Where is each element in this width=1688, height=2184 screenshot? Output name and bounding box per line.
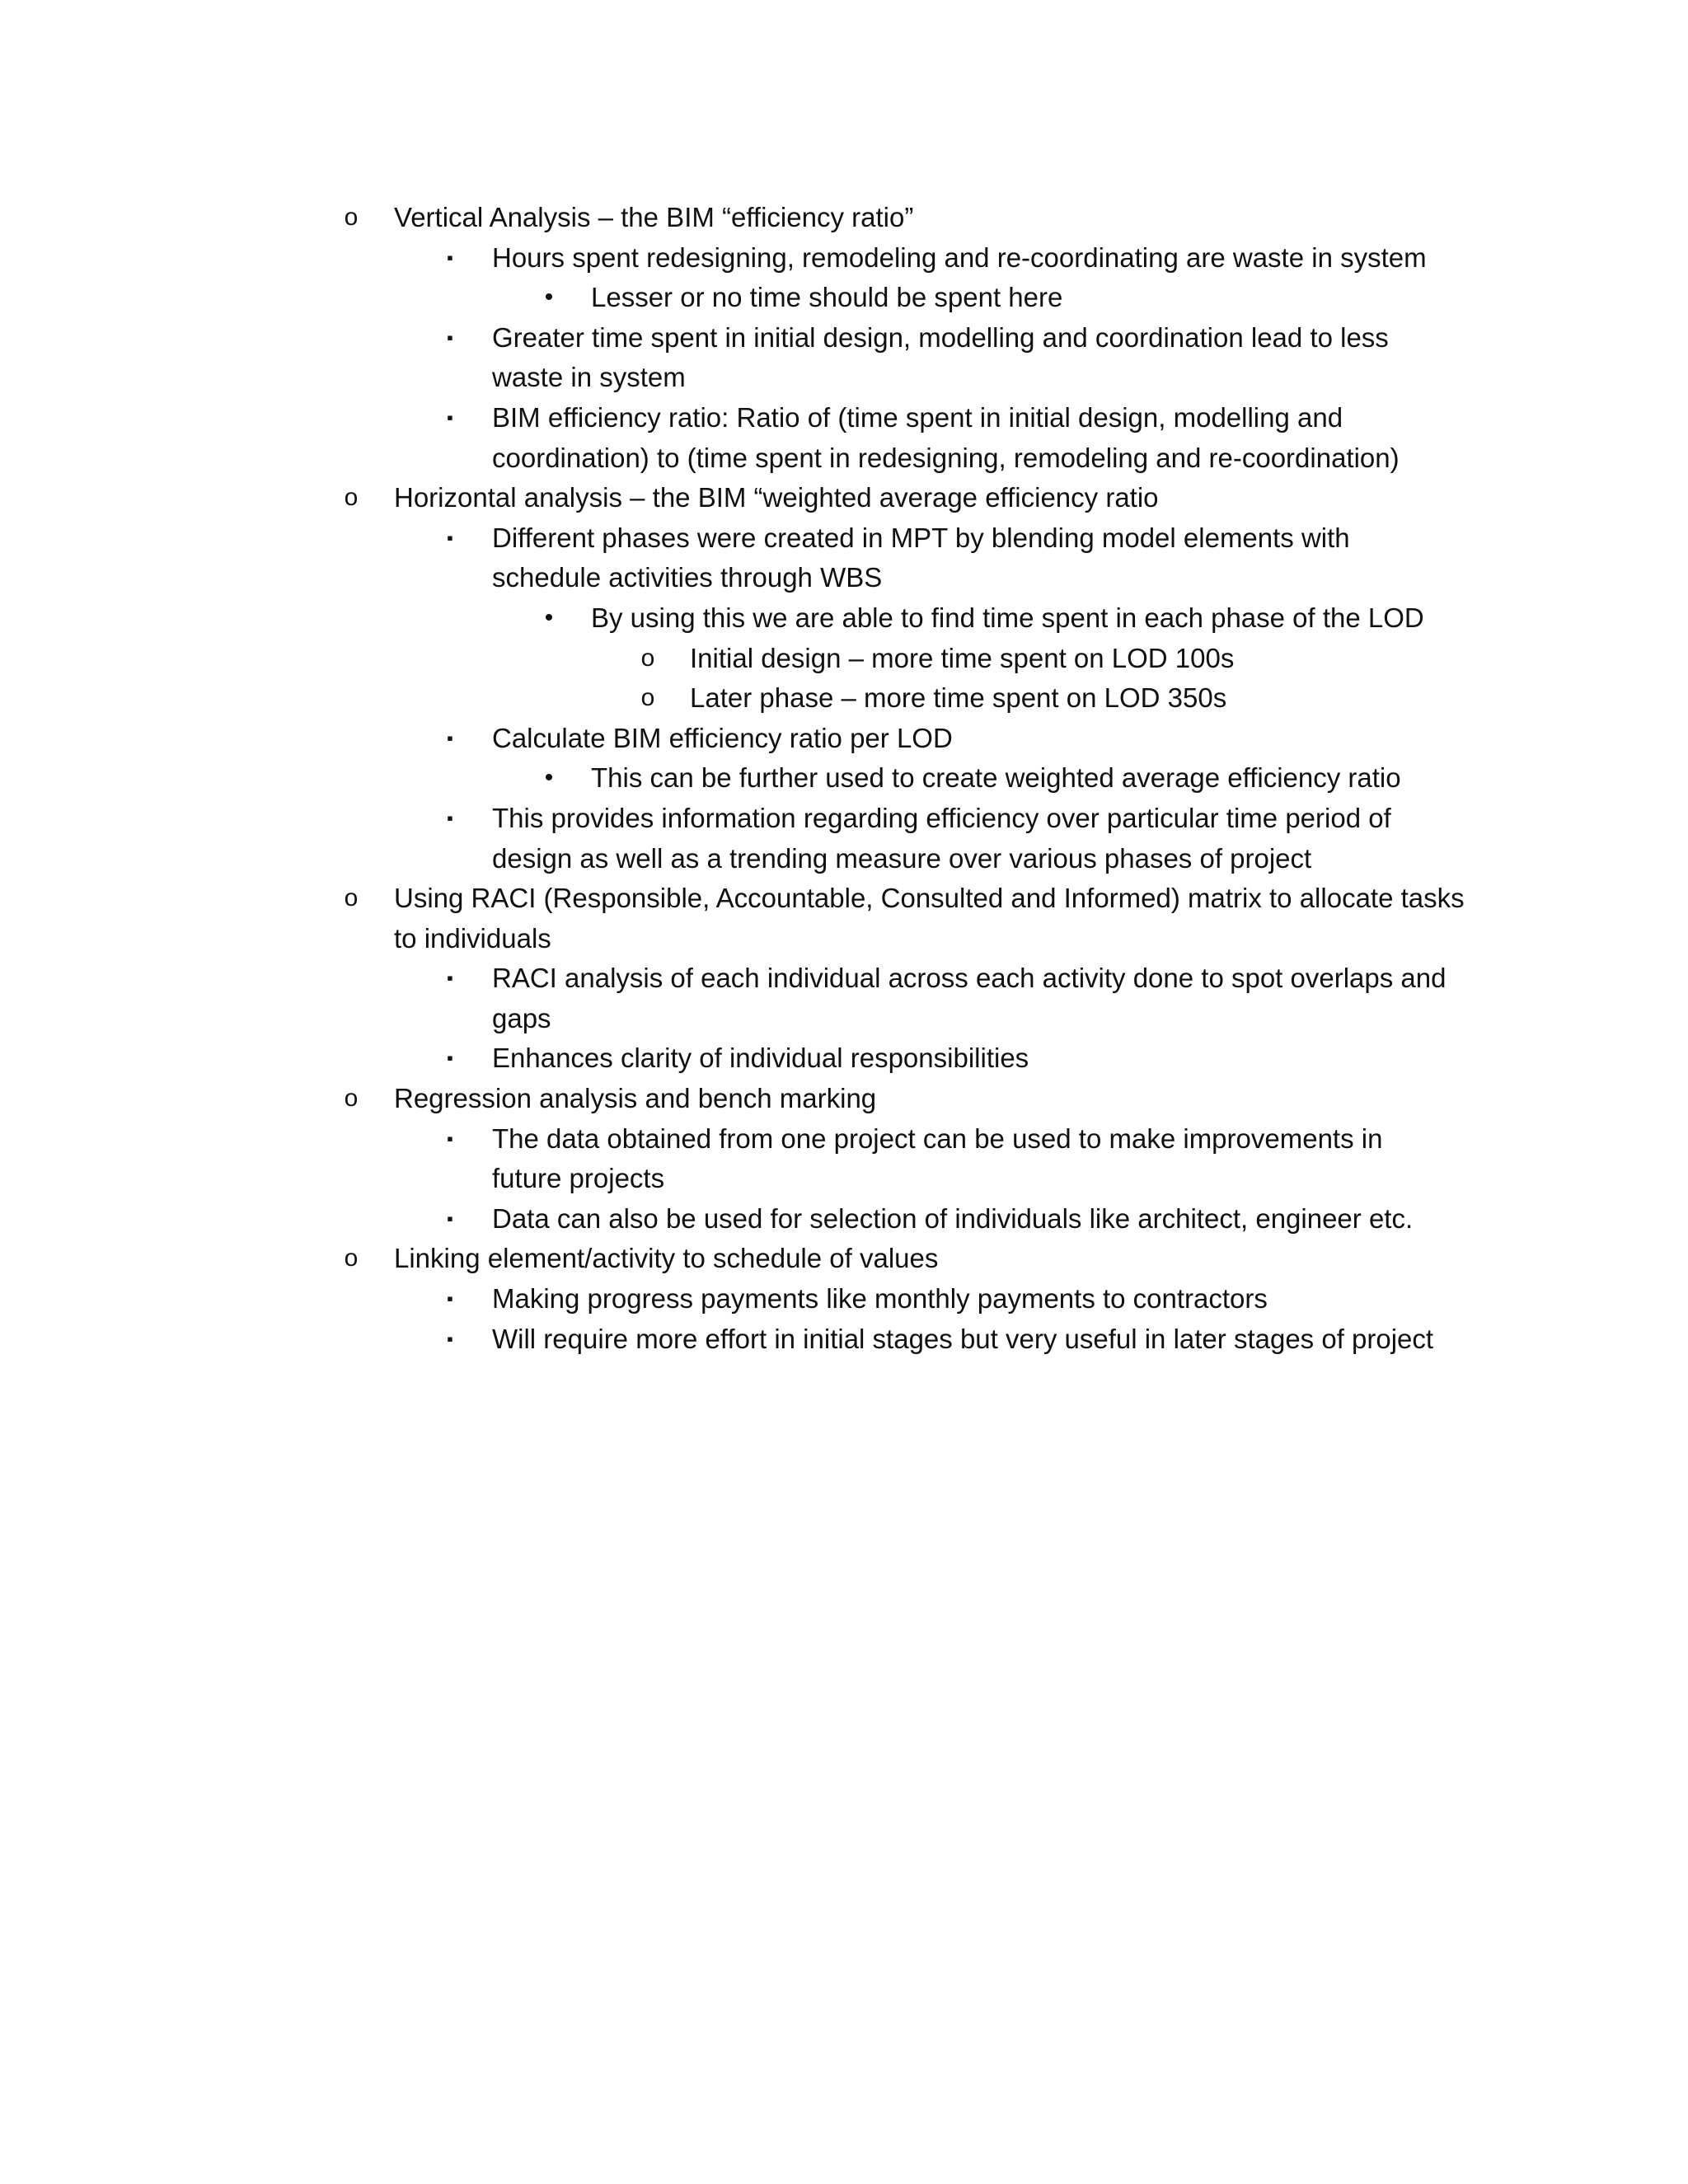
square-bullet-icon: ▪ [447, 406, 453, 428]
list-item [0, 1239, 1688, 1279]
list-item [0, 639, 1688, 679]
list-item-continuation [0, 999, 1688, 1039]
list-item-text: Hours spent redesigning, remodeling and re-coordinating are waste in system [492, 241, 1427, 273]
list-item-text: Calculate BIM efficiency ratio per LOD [492, 722, 953, 753]
list-item-continuation [0, 358, 1688, 398]
square-bullet-icon: ▪ [447, 246, 453, 268]
list-item [0, 478, 1688, 518]
square-bullet-icon: ▪ [447, 807, 453, 828]
circle-bullet-icon: o [344, 1085, 359, 1113]
list-item-text: Vertical Analysis – the BIM “efficiency ratio” [394, 202, 914, 232]
list-item-continuation [0, 839, 1688, 879]
list-item-text: Initial design – more time spent on LOD 100s [690, 642, 1235, 673]
circle-bullet-icon: o [344, 204, 359, 231]
list-item [0, 758, 1688, 799]
list-item-text: Horizontal analysis – the BIM “weighted average efficiency ratio [394, 482, 1159, 513]
list-item-text: to individuals [394, 922, 551, 954]
list-item-text: Data can also be used for selection of individuals like architect, engineer etc. [492, 1202, 1414, 1234]
list-item [0, 799, 1688, 839]
list-item [0, 1119, 1688, 1160]
list-item-text: By using this we are able to find time spent in each phase of the LOD [591, 602, 1424, 633]
list-item-text: Lesser or no time should be spent here [591, 282, 1063, 313]
list-item-text: schedule activities through WBS [492, 562, 883, 593]
list-item [0, 518, 1688, 559]
list-item-text: Different phases were created in MPT by blending model elements with [492, 522, 1350, 553]
list-item-continuation [0, 1159, 1688, 1199]
list-item-text: coordination) to (time spent in redesigning, remodeling and re-coordination) [492, 442, 1400, 473]
list-item-text: Linking element/activity to schedule of values [394, 1243, 939, 1274]
bullet-list [0, 198, 1688, 1359]
list-item [0, 1079, 1688, 1119]
list-item-text: Enhances clarity of individual responsibilities [492, 1043, 1029, 1074]
list-item [0, 198, 1688, 238]
list-item [0, 678, 1688, 719]
square-bullet-icon: ▪ [447, 1127, 453, 1149]
disc-bullet-icon: • [544, 603, 554, 631]
list-item-continuation [0, 558, 1688, 598]
square-bullet-icon: ▪ [447, 527, 453, 548]
list-item-text: gaps [492, 1002, 551, 1033]
list-item-text: Later phase – more time spent on LOD 350s [690, 682, 1227, 714]
list-item [0, 598, 1688, 639]
list-item [0, 1199, 1688, 1240]
list-item [0, 278, 1688, 318]
list-item [0, 398, 1688, 438]
circle-bullet-icon: o [344, 484, 359, 512]
list-item-text: Greater time spent in initial design, modelling and coordination lead to less [492, 321, 1389, 353]
list-item-text: Regression analysis and bench marking [394, 1083, 877, 1114]
list-item-continuation [0, 919, 1688, 959]
circle-bullet-icon: o [344, 884, 359, 912]
list-item-text: This can be further used to create weighted average efficiency ratio [591, 762, 1401, 794]
square-bullet-icon: ▪ [447, 727, 453, 748]
list-item [0, 719, 1688, 759]
list-item-text: RACI analysis of each individual across each activity done to spot overlaps and [492, 963, 1447, 994]
square-bullet-icon: ▪ [447, 1047, 453, 1069]
circle-bullet-icon: o [640, 644, 655, 672]
square-bullet-icon: ▪ [447, 1207, 453, 1229]
list-item-text: The data obtained from one project can be used to make improvements in [492, 1122, 1383, 1154]
list-item [0, 238, 1688, 279]
disc-bullet-icon: • [544, 764, 554, 792]
list-item-text: design as well as a trending measure over various phases of project [492, 842, 1312, 874]
circle-bullet-icon: o [640, 684, 655, 712]
list-item-text: Using RACI (Responsible, Accountable, Consulted and Informed) matrix to allocate tasks [394, 883, 1465, 914]
list-item-continuation [0, 438, 1688, 479]
square-bullet-icon: ▪ [447, 326, 453, 348]
disc-bullet-icon: • [544, 284, 554, 312]
list-item-text: Making progress payments like monthly payments to contractors [492, 1283, 1268, 1315]
square-bullet-icon: ▪ [447, 1288, 453, 1310]
list-item [0, 1279, 1688, 1319]
list-item-text: BIM efficiency ratio: Ratio of (time spent in initial design, modelling and [492, 401, 1343, 433]
list-item [0, 318, 1688, 359]
list-item [0, 1319, 1688, 1360]
list-item-text: This provides information regarding efficiency over particular time period of [492, 802, 1391, 833]
list-item-text: future projects [492, 1163, 665, 1194]
square-bullet-icon: ▪ [447, 1328, 453, 1349]
list-item [0, 879, 1688, 919]
circle-bullet-icon: o [344, 1244, 359, 1272]
square-bullet-icon: ▪ [447, 968, 453, 989]
list-item [0, 958, 1688, 999]
list-item-text: Will require more effort in initial stages but very useful in later stages of project [492, 1323, 1434, 1354]
list-item-text: waste in system [492, 362, 686, 393]
list-item [0, 1038, 1688, 1079]
